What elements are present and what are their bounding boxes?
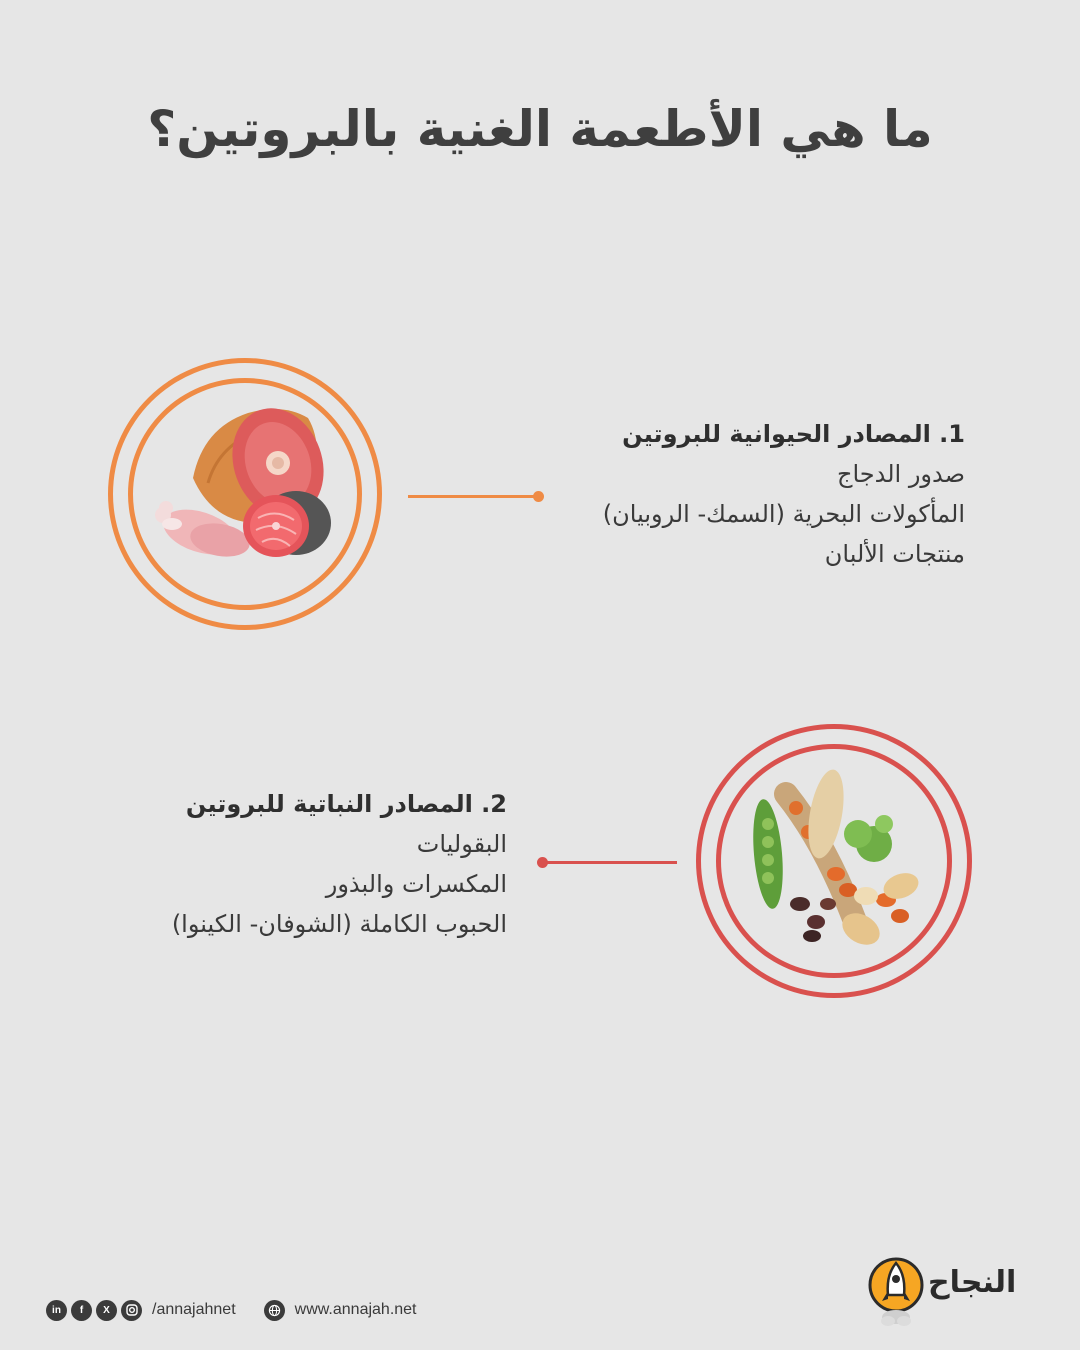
x-twitter-icon[interactable]: X [96,1300,117,1321]
plant-item-1: البقوليات [416,830,507,858]
legumes-nuts-icon [696,724,972,998]
connector-line-2 [541,861,677,864]
connector-dot-2 [537,857,548,868]
website-link[interactable]: www.annajah.net [294,1301,417,1318]
footer-social-bar [46,1298,417,1322]
plant-item-2: المكسرات والبذور [325,870,507,898]
animal-sources-text [545,414,965,574]
logo-text: النجاح [928,1265,1017,1300]
animal-item-1: صدور الدجاج [836,460,965,488]
rocket-logo-icon [866,1255,926,1330]
globe-icon [264,1300,285,1321]
meat-icon [108,358,382,630]
annajah-logo [866,1255,1016,1330]
animal-sources-heading: 1. المصادر الحيوانية للبروتين [622,420,965,448]
connector-line-1 [408,495,540,498]
animal-item-3: منتجات الألبان [824,540,965,568]
facebook-icon[interactable]: f [71,1300,92,1321]
animal-protein-illustration [108,358,382,630]
linkedin-icon[interactable]: in [46,1300,67,1321]
animal-item-2: المأكولات البحرية (السمك- الروبيان) [602,500,965,528]
instagram-icon[interactable] [121,1300,142,1321]
plant-sources-text [87,784,507,944]
connector-dot-1 [533,491,544,502]
social-icons [46,1300,142,1321]
social-handle[interactable]: /annajahnet [152,1301,236,1318]
plant-protein-illustration [696,724,972,998]
plant-sources-heading: 2. المصادر النباتية للبروتين [185,790,507,818]
plant-item-3: الحبوب الكاملة (الشوفان- الكينوا) [171,910,507,938]
page-title: ما هي الأطعمة الغنية بالبروتين؟ [147,100,933,158]
